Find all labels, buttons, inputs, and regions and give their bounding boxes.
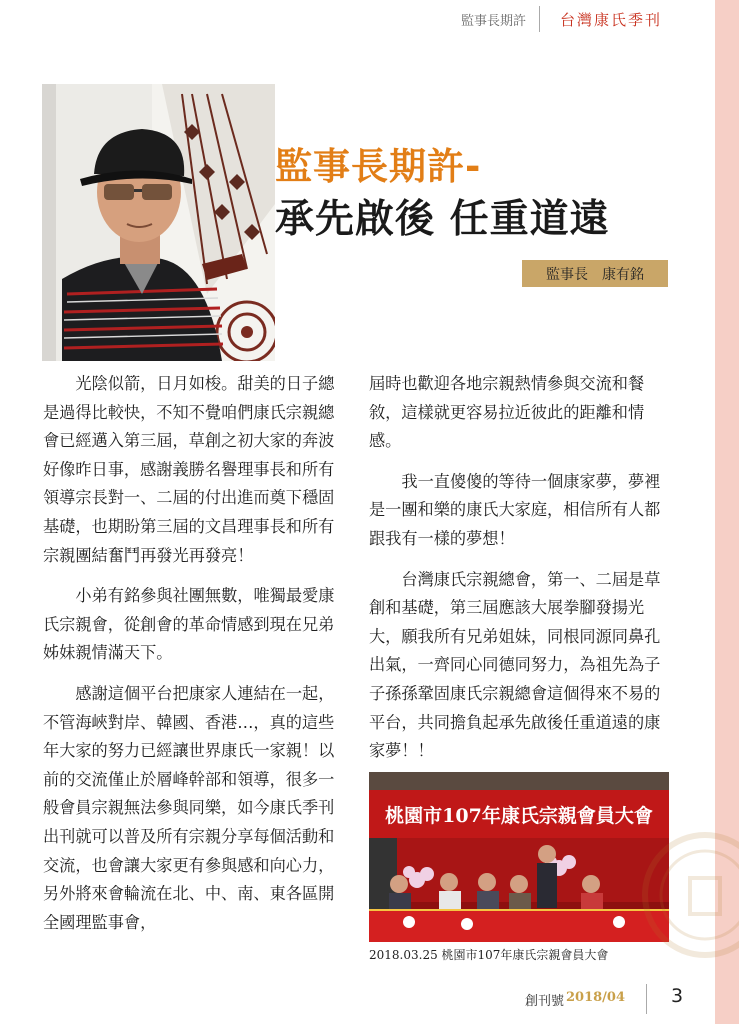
body-paragraph: 小弟有銘參與社團無數，唯獨最愛康氏宗親會，從創會的革命情感到現在兄弟姊妹親情滿天下。: [43, 586, 335, 663]
banner-text: 桃園市107年康氏宗親會員大會: [385, 805, 653, 827]
body-paragraph: 我一直傻傻的等待一個康家夢，夢裡是一團和樂的康氏大家庭，相信所有人都跟我有一樣的夢想！: [369, 471, 661, 548]
body-paragraph: 台灣康氏宗親總會，第一、二屆是草創和基礎，第三屆應該大展拳腳發揚光大，願我所有兄弟姐妹，同根同源同鼻孔出氣，一齊同心同德同努力，為祖先為子子孫孫鞏固康氏宗親總會這個得來不易的平台，共同擔負起承先啟後任重道遠的康家夢！！: [369, 569, 661, 761]
author-name: 康有銘: [602, 266, 644, 283]
author-byline: [522, 260, 668, 287]
article-title-line1: 監事長期許-: [275, 145, 482, 188]
event-photo: [369, 772, 669, 942]
header-section-label: 監事長期許: [460, 14, 526, 29]
photo-caption: 2018.03.25 桃園市107年康氏宗親會員大會: [369, 948, 609, 962]
body-paragraph: 光陰似箭，日月如梭。甜美的日子總是過得比較快，不知不覺咱們康氏宗親總會已經邁入第三屆，草創之初大家的奔波好像昨日事，感謝義勝名譽理事長和所有領導宗長對一、二屆的付出進而奠下穩固基礎，也期盼第三屆的文昌理事長和所有宗親團結奮鬥再發光再發亮！: [43, 374, 335, 565]
body-paragraph: 屆時也歡迎各地宗親熱情參與交流和餐敘，這樣就更容易拉近彼此的距離和情感。: [369, 374, 645, 451]
page-number: 3: [671, 985, 684, 1007]
footer-divider: [646, 984, 647, 1014]
event-photo-illustration: [369, 772, 669, 942]
seal-watermark: [640, 830, 739, 960]
header-brand-logo: 台灣康氏季刊: [560, 11, 663, 29]
body-paragraph: 感謝這個平台把康家人連結在一起，不管海峽對岸、韓國、香港…，真的這些年大家的努力已經讓世界康氏一家親！以前的交流僅止於層峰幹部和領導，很多一般會員宗親無法參與同樂，如今康氏季刊出刊就可以普及所有宗親分享每個活動和交流，也會讓大家更有參與感和向心力，另外將來會輪流在北、中、南、東各區開全國理監事會，: [43, 683, 335, 932]
body-column-left: [43, 370, 348, 937]
footer-date: 2018/04: [566, 990, 626, 1005]
author-role: 監事長: [546, 266, 588, 283]
body-column-right: [369, 370, 671, 766]
footer-issue-label: 創刊號: [525, 994, 565, 1009]
portrait-illustration: [42, 84, 275, 361]
author-portrait-photo: [42, 84, 275, 361]
article-title-line2: 承先啟後 任重道遠: [275, 197, 610, 242]
header-divider: [539, 6, 540, 32]
